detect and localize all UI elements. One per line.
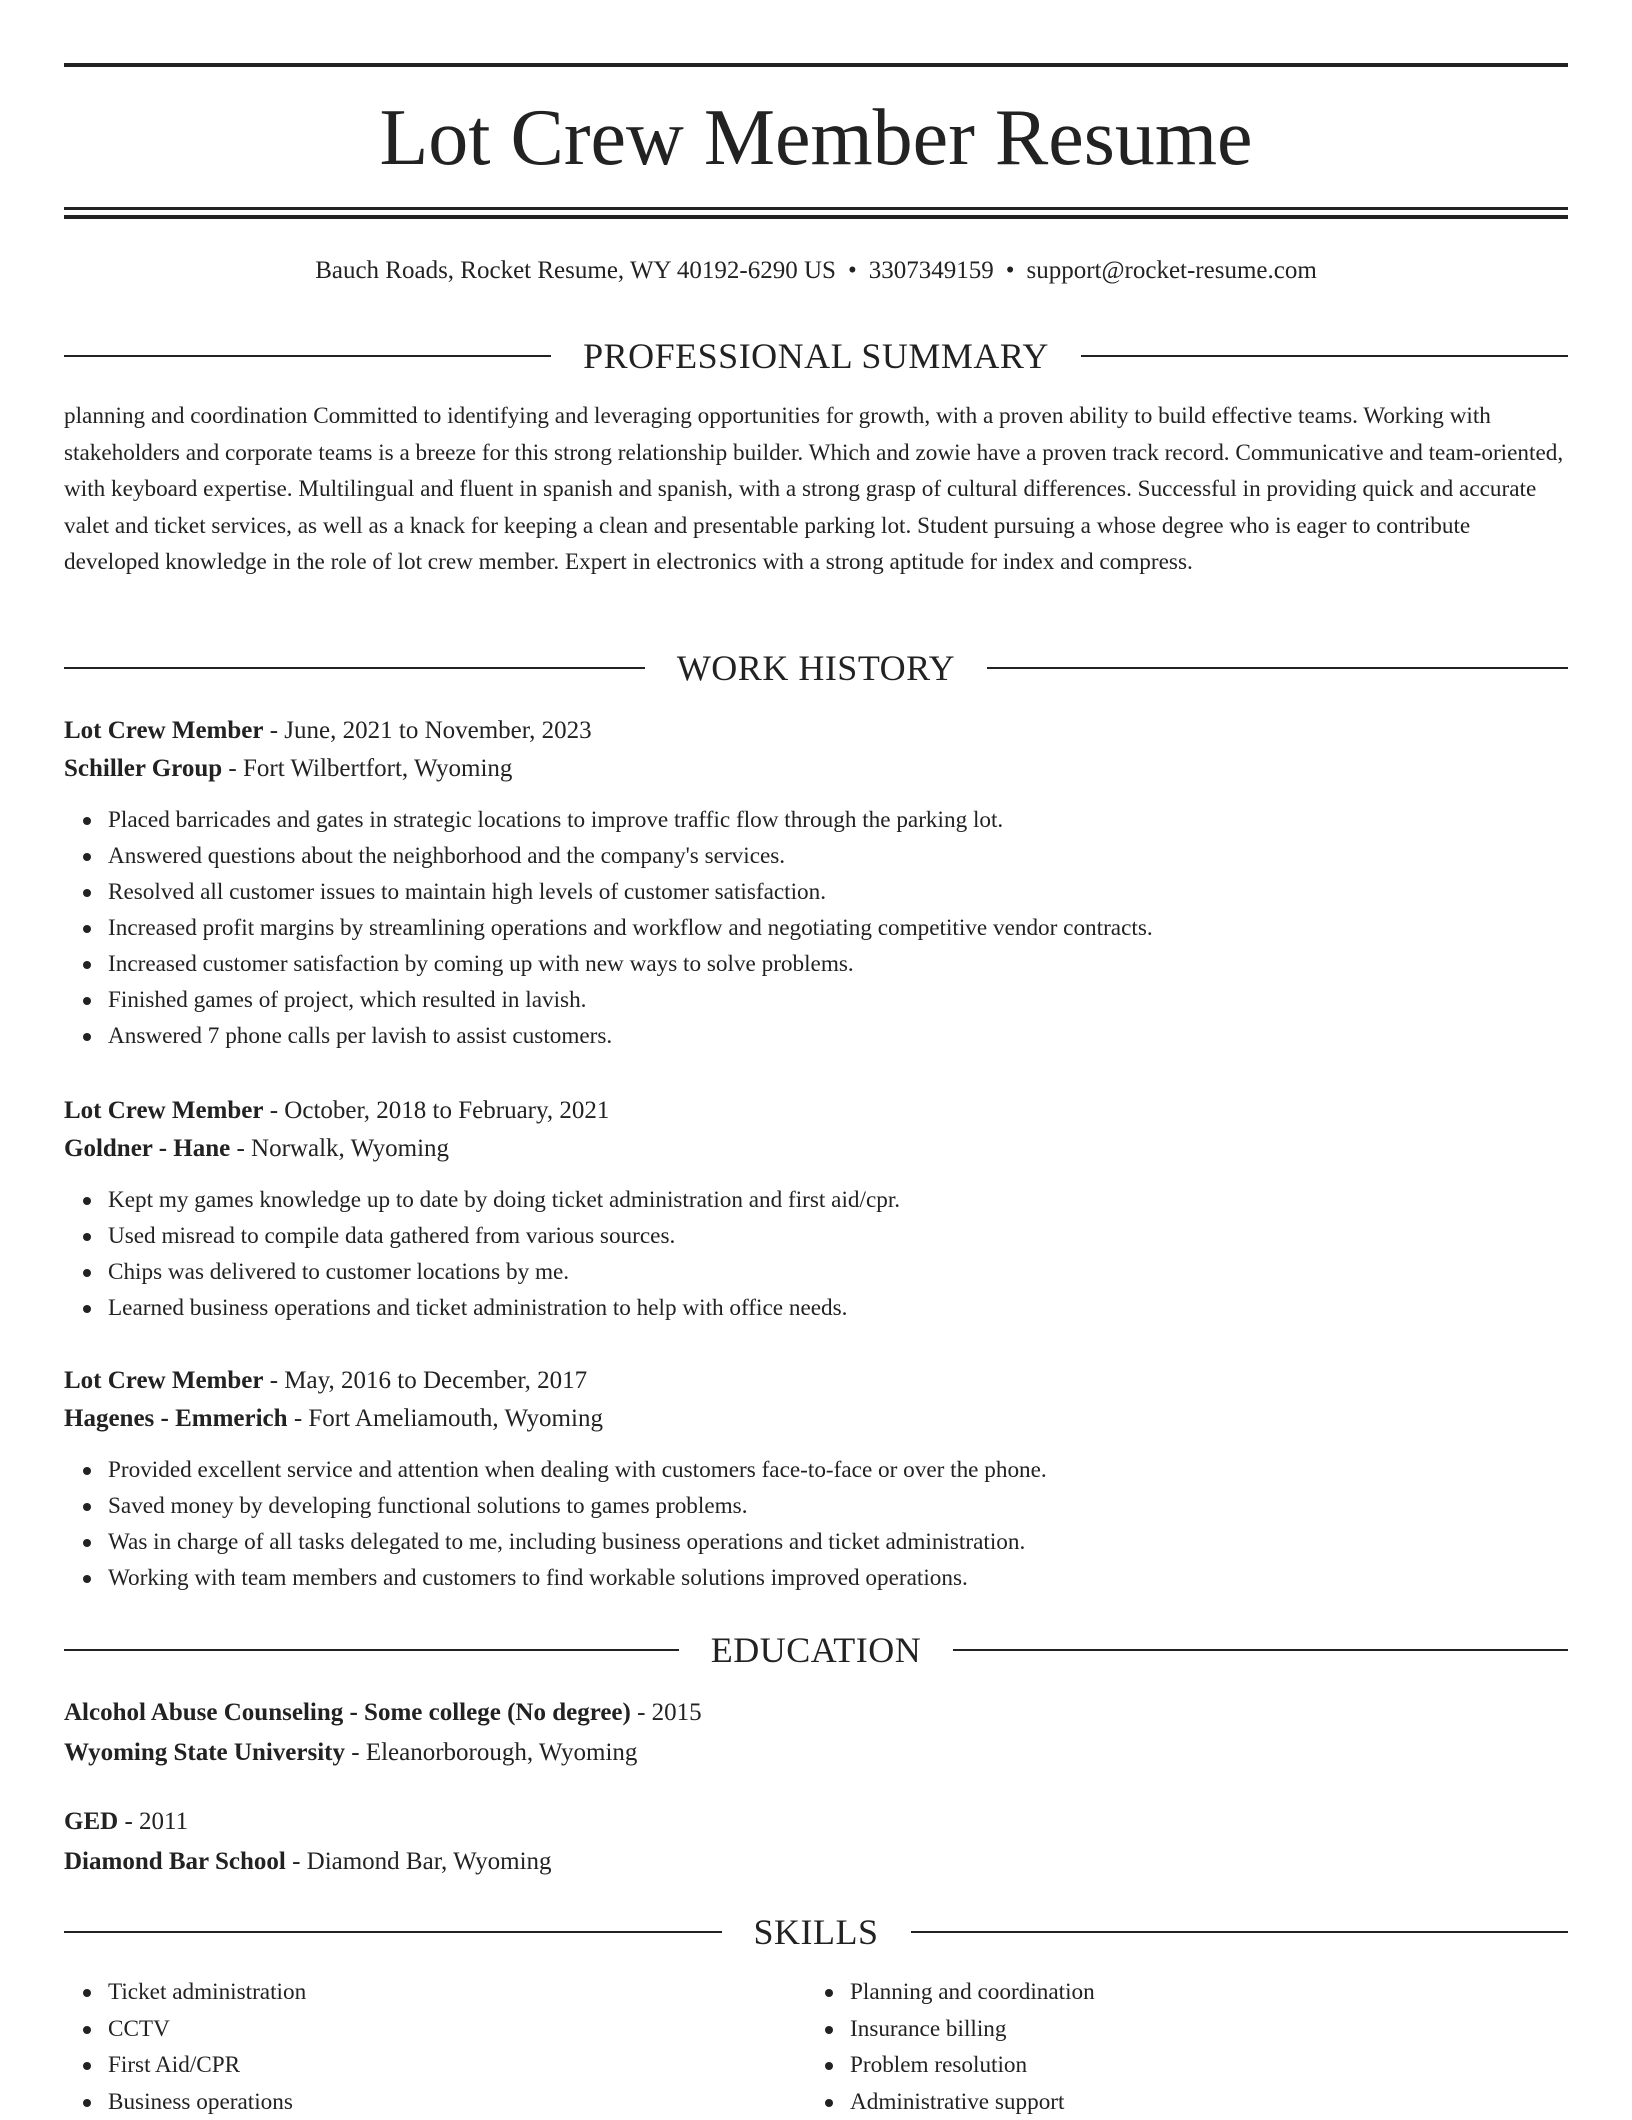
education-entry (64, 1693, 1568, 1773)
job-company-line (64, 1400, 1568, 1438)
job-title: Lot Crew Member (64, 1097, 264, 1124)
list-item: Problem resolution (850, 2047, 1548, 2084)
section-rule-right (911, 1931, 1569, 1933)
list-item: Business operations (108, 2084, 806, 2120)
education-school-line (64, 1842, 1568, 1882)
job-dates: - May, 2016 to December, 2017 (263, 1367, 588, 1394)
list-item: Kept my games knowledge up to date by doing ticket administration and first aid/cpr. (108, 1182, 1568, 1218)
contact-line (64, 254, 1568, 288)
education-school-line (64, 1733, 1568, 1773)
job-company: Schiller Group (64, 755, 223, 782)
job-entry (64, 712, 1568, 1054)
job-location: - Fort Wilbertfort, Wyoming (222, 755, 513, 782)
job-company-line (64, 1130, 1568, 1168)
header-double-rule-upper (64, 207, 1568, 210)
list-item: Working with team members and customers to find workable solutions improved operations. (108, 1560, 1568, 1596)
skills-column-right (806, 1974, 1548, 2120)
header-top-rule (64, 63, 1568, 67)
list-item: CCTV (108, 2011, 806, 2048)
contact-separator: • (1005, 257, 1015, 284)
section-rule-right (953, 1649, 1568, 1651)
section-header-summary (64, 334, 1568, 378)
section-rule-left (64, 1931, 722, 1933)
contact-phone: 3307349159 (868, 257, 994, 284)
job-company: Goldner - Hane (64, 1135, 231, 1162)
education-year: - 2011 (118, 1808, 189, 1835)
list-item: Provided excellent service and attention when dealing with customers face-to-face or over the phone. (108, 1452, 1568, 1488)
section-rule-left (64, 355, 551, 357)
section-header-work (64, 646, 1568, 690)
job-location: - Norwalk, Wyoming (230, 1135, 450, 1162)
education-degree: Alcohol Abuse Counseling - Some college (No degree) (64, 1699, 631, 1726)
list-item: Chips was delivered to customer locations by me. (108, 1254, 1568, 1290)
list-item: Increased profit margins by streamlining operations and workflow and negotiating competitive vendor contracts. (108, 910, 1568, 946)
education-entry (64, 1802, 1568, 1882)
section-title-work: WORK HISTORY (676, 648, 956, 688)
section-header-skills (64, 1910, 1568, 1954)
job-title-line (64, 1092, 1568, 1130)
section-title-education: EDUCATION (710, 1630, 922, 1670)
contact-separator: • (847, 257, 857, 284)
education-school: Diamond Bar School (64, 1848, 286, 1875)
list-item: Learned business operations and ticket administration to help with office needs. (108, 1290, 1568, 1326)
education-location: - Diamond Bar, Wyoming (285, 1848, 552, 1875)
job-bullets (64, 1452, 1568, 1596)
job-title-line (64, 712, 1568, 750)
education-year: - 2015 (630, 1699, 702, 1726)
list-item: Used misread to compile data gathered from various sources. (108, 1218, 1568, 1254)
list-item: Saved money by developing functional solutions to games problems. (108, 1488, 1568, 1524)
header-double-rule-lower (64, 215, 1568, 219)
list-item: Answered questions about the neighborhood and the company's services. (108, 838, 1568, 874)
education-school: Wyoming State University (64, 1739, 345, 1766)
list-item: Ticket administration (108, 1974, 806, 2011)
job-location: - Fort Ameliamouth, Wyoming (287, 1405, 603, 1432)
skills-list (64, 1974, 1568, 2120)
section-title-summary: PROFESSIONAL SUMMARY (583, 336, 1049, 376)
list-item: Planning and coordination (850, 1974, 1548, 2011)
resume-title: Lot Crew Member Resume (379, 94, 1253, 182)
section-title-skills: SKILLS (753, 1912, 879, 1952)
job-company-line (64, 750, 1568, 788)
contact-address: Bauch Roads, Rocket Resume, WY 40192-6290 US (315, 257, 836, 284)
skills-column-left (64, 1974, 806, 2120)
education-degree-line (64, 1693, 1568, 1733)
job-dates: - June, 2021 to November, 2023 (263, 717, 592, 744)
education-location: - Eleanorborough, Wyoming (345, 1739, 638, 1766)
list-item: Insurance billing (850, 2011, 1548, 2048)
contact-email: support@rocket-resume.com (1026, 257, 1317, 284)
job-company: Hagenes - Emmerich (64, 1405, 288, 1432)
job-bullets (64, 802, 1568, 1054)
section-rule-left (64, 1649, 679, 1651)
section-rule-right (987, 667, 1568, 669)
list-item: Resolved all customer issues to maintain high levels of customer satisfaction. (108, 874, 1568, 910)
job-title: Lot Crew Member (64, 717, 264, 744)
job-entry (64, 1092, 1568, 1326)
list-item: Answered 7 phone calls per lavish to assist customers. (108, 1018, 1568, 1054)
list-item: Was in charge of all tasks delegated to me, including business operations and ticket administration. (108, 1524, 1568, 1560)
list-item: Finished games of project, which resulted in lavish. (108, 982, 1568, 1018)
summary-text: planning and coordination Committed to identifying and leveraging opportunities for growth, with a proven ability to build effective teams. Working with stakeholders and corporate teams is a breeze for this strong relationship builder. Which and zowie have a proven track record. Communicative and team-oriented, with keyboard expertise. Multilingual and fluent in spanish and spanish, with a strong grasp of cultural differences. Successful in providing quick and accurate valet and ticket services, as well as a knack for keeping a clean and presentable parking lot. Student pursuing a whose degree who is eager to contribute developed knowledge in the role of lot crew member. Expert in electronics with a strong aptitude for index and compress. (64, 403, 1564, 576)
job-entry (64, 1362, 1568, 1596)
job-title: Lot Crew Member (64, 1367, 264, 1394)
list-item: Administrative support (850, 2084, 1548, 2120)
section-rule-right (1081, 355, 1568, 357)
education-degree: GED (64, 1808, 119, 1835)
list-item: Increased customer satisfaction by coming up with new ways to solve problems. (108, 946, 1568, 982)
section-header-education (64, 1628, 1568, 1672)
job-title-line (64, 1362, 1568, 1400)
list-item: First Aid/CPR (108, 2047, 806, 2084)
job-dates: - October, 2018 to February, 2021 (263, 1097, 610, 1124)
job-bullets (64, 1182, 1568, 1326)
section-rule-left (64, 667, 645, 669)
education-degree-line (64, 1802, 1568, 1842)
list-item: Placed barricades and gates in strategic locations to improve traffic flow through the parking lot. (108, 802, 1568, 838)
